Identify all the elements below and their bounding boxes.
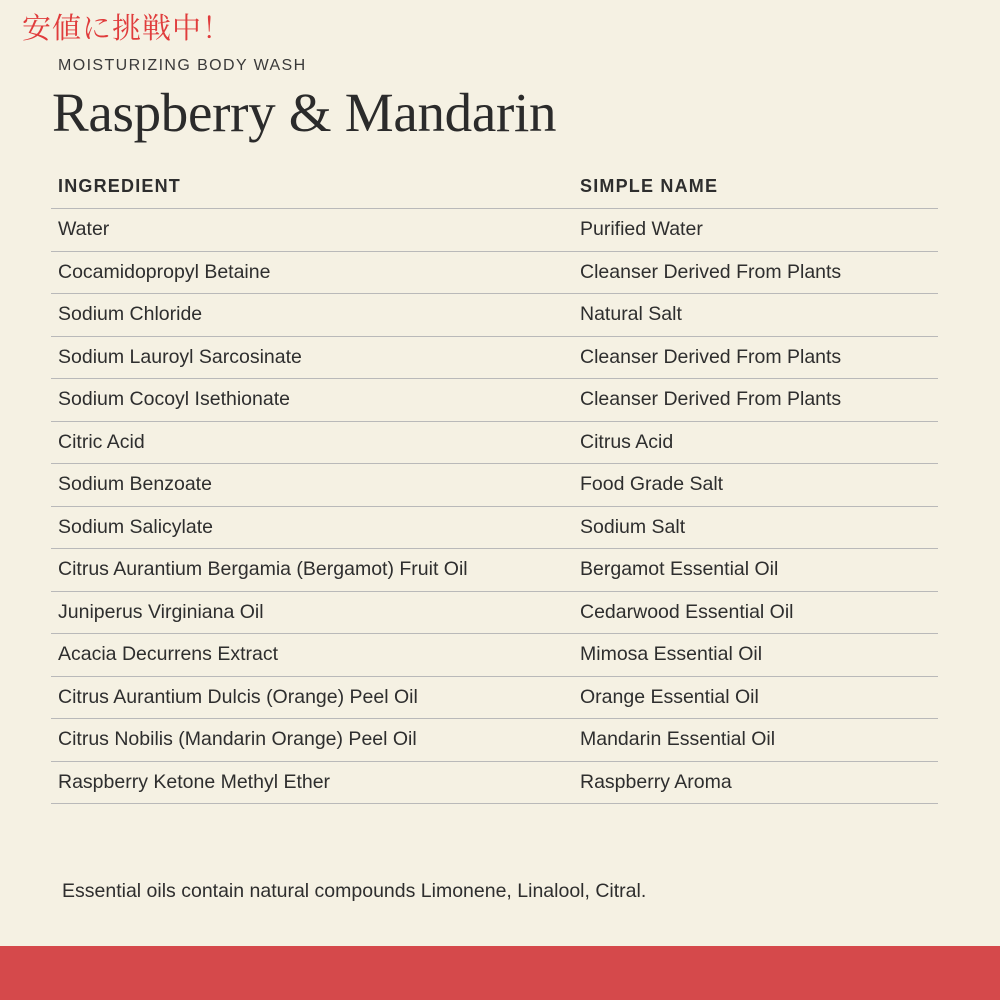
table-row	[51, 379, 938, 422]
simple-name-cell: Orange Essential Oil	[580, 685, 759, 708]
table-row	[51, 592, 938, 635]
simple-name-cell: Sodium Salt	[580, 515, 686, 538]
ingredient-cell: Cocamidopropyl Betaine	[58, 260, 271, 283]
simple-name-cell: Cleanser Derived From Plants	[580, 388, 842, 411]
simple-name-cell: Natural Salt	[580, 303, 682, 326]
simple-name-cell: Mandarin Essential Oil	[580, 728, 776, 751]
ingredient-cell: Water	[58, 218, 110, 241]
ingredient-cell: Raspberry Ketone Methyl Ether	[58, 770, 331, 793]
ingredient-cell: Citrus Aurantium Bergamia (Bergamot) Fruit Oil	[58, 558, 468, 581]
table-row	[51, 634, 938, 677]
table-row	[51, 762, 938, 805]
simple-name-cell: Cleanser Derived From Plants	[580, 345, 842, 368]
table-row	[51, 337, 938, 380]
simple-name-cell: Bergamot Essential Oil	[580, 558, 779, 581]
ingredient-cell: Juniperus Virginiana Oil	[58, 600, 264, 623]
ingredients-table	[51, 165, 938, 804]
table-row	[51, 294, 938, 337]
simple-name-cell: Raspberry Aroma	[580, 770, 732, 793]
table-row	[51, 209, 938, 252]
ingredient-cell: Sodium Salicylate	[58, 515, 213, 538]
promo-banner-text: 安値に挑戦中！	[22, 11, 233, 45]
simple-name-cell: Cleanser Derived From Plants	[580, 260, 842, 283]
ingredient-cell: Citrus Nobilis (Mandarin Orange) Peel Oil	[58, 728, 417, 751]
table-row	[51, 252, 938, 295]
ingredient-column-header: INGREDIENT	[58, 176, 182, 196]
simple-name-cell: Purified Water	[580, 218, 703, 241]
ingredient-cell: Sodium Cocoyl Isethionate	[58, 388, 290, 411]
table-row	[51, 677, 938, 720]
ingredient-cell: Acacia Decurrens Extract	[58, 643, 278, 666]
product-subtitle: MOISTURIZING BODY WASH	[58, 57, 307, 74]
product-title: Raspberry & Mandarin	[52, 82, 557, 143]
simple-name-cell: Food Grade Salt	[580, 473, 724, 496]
table-row	[51, 719, 938, 762]
bottom-color-bar	[0, 946, 1000, 1000]
simple-name-cell: Mimosa Essential Oil	[580, 643, 763, 666]
table-header-row	[51, 165, 938, 209]
footnote: Essential oils contain natural compounds Limonene, Linalool, Citral.	[62, 880, 647, 902]
simple-name-cell: Citrus Acid	[580, 430, 674, 453]
ingredient-cell: Citrus Aurantium Dulcis (Orange) Peel Oil	[58, 685, 418, 708]
table-row	[51, 464, 938, 507]
ingredient-cell: Citric Acid	[58, 430, 145, 453]
simple-name-column-header: SIMPLE NAME	[580, 176, 719, 196]
ingredient-cell: Sodium Chloride	[58, 303, 203, 326]
table-row	[51, 507, 938, 550]
simple-name-cell: Cedarwood Essential Oil	[580, 600, 794, 623]
ingredient-cell: Sodium Benzoate	[58, 473, 212, 496]
table-row	[51, 422, 938, 465]
ingredient-cell: Sodium Lauroyl Sarcosinate	[58, 345, 302, 368]
table-row	[51, 549, 938, 592]
table-body	[51, 209, 938, 804]
